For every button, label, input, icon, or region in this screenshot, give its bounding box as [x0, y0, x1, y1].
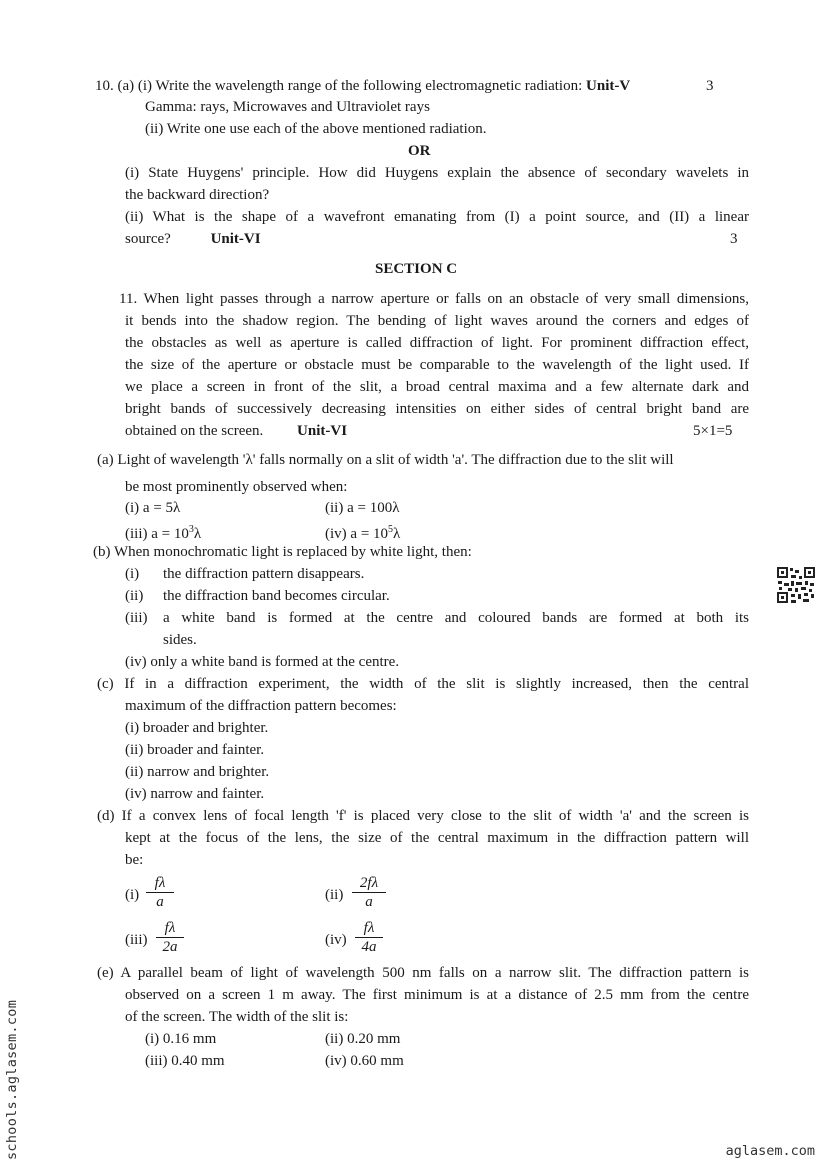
q10-marks-b: 3: [730, 231, 738, 247]
q10-line4: (i) State Huygens' principle. How did Huygens explain the absence of secondary wavelets in: [125, 165, 749, 181]
qb-option-2: the diffraction band becomes circular.: [163, 588, 390, 604]
qe-stem-line3: of the screen. The width of the slit is:: [125, 1009, 349, 1025]
side-watermark: schools.aglasem.com: [4, 999, 20, 1160]
q10-line1: 10. (a) (i) Write the wavelength range of the following electromagnetic radiation: Unit-V: [95, 78, 631, 94]
footer-watermark: aglasem.com: [725, 1143, 815, 1159]
qd-option-1-denominator: a: [156, 894, 164, 910]
section-c-heading: SECTION C: [375, 261, 458, 277]
qb-stem: (b) When monochromatic light is replaced by white light, then:: [93, 544, 472, 560]
qr-code-icon: [776, 566, 816, 604]
q10-line7: source? Unit-VI: [125, 231, 261, 247]
q10-line2: Gamma: rays, Microwaves and Ultraviolet rays: [145, 99, 430, 115]
qd-option-2-denominator: a: [365, 894, 373, 910]
qc-option-2: (ii) broader and fainter.: [125, 742, 265, 758]
q10-line6: (ii) What is the shape of a wavefront emanating from (I) a point source, and (II) a linear: [125, 209, 749, 225]
q10-line5: the backward direction?: [125, 187, 270, 203]
qa-stem-line2: be most prominently observed when:: [125, 479, 348, 495]
qc-option-1: (i) broader and brighter.: [125, 720, 269, 736]
qd-option-4-number: (iv): [325, 932, 347, 948]
qe-option-1: (i) 0.16 mm: [145, 1031, 217, 1047]
qd-option-2-numerator: 2fλ: [352, 874, 386, 893]
qc-stem-line2: maximum of the diffraction pattern becomes:: [125, 698, 397, 714]
qd-option-4-denominator: 4a: [361, 939, 377, 955]
qd-option-1-numerator: fλ: [146, 874, 174, 893]
q11-para-line4: the size of the aperture or obstacle must be comparable to the wavelength of the light used. If: [125, 357, 749, 373]
qd-option-2-fraction: [352, 874, 386, 911]
qa-stem-line1: (a) Light of wavelength 'λ' falls normally on a slit of width 'a'. The diffraction due to the slit will: [97, 452, 674, 468]
q11-para-line1: 11. When light passes through a narrow aperture or falls on an obstacle of very small dimensions,: [119, 291, 749, 307]
qd-option-3-fraction: [156, 919, 184, 956]
qe-option-4: (iv) 0.60 mm: [325, 1053, 404, 1069]
qb-option-3-line1: a white band is formed at the centre and coloured bands are formed at both its: [163, 610, 749, 626]
q11-para-line7: obtained on the screen. Unit-VI: [125, 423, 348, 439]
qd-stem-line1: (d) If a convex lens of focal length 'f' is placed very close to the slit of width 'a' and the screen is: [97, 808, 749, 824]
qd-option-1-number: (i): [125, 887, 140, 903]
q10-unit-vi: Unit-VI: [210, 231, 261, 247]
qd-option-3-numerator: fλ: [156, 919, 184, 938]
qb-option-3-number: (iii): [125, 610, 148, 626]
qc-option-3: (ii) narrow and brighter.: [125, 764, 270, 780]
q10-or: OR: [408, 143, 431, 159]
qd-option-1-fraction: [146, 874, 174, 911]
qb-option-4: (iv) only a white band is formed at the centre.: [125, 654, 400, 670]
q10-unit-v: Unit-V: [586, 78, 631, 94]
qd-option-2-number: (ii): [325, 887, 344, 903]
qb-option-1: the diffraction pattern disappears.: [163, 566, 365, 582]
q11-para-line5: we place a screen in front of the slit, a broad central maxima and a few alternate dark and: [125, 379, 749, 395]
qa-option-4: (iv) $a = 10^5\lambda$: [325, 524, 401, 542]
qc-stem-line1: (c) If in a diffraction experiment, the width of the slit is slightly increased, then the central: [97, 676, 749, 692]
qb-option-2-number: (ii): [125, 588, 144, 604]
q11-para-line2: it bends into the shadow region. The bending of light waves around the corners and edges of: [125, 313, 749, 329]
qe-option-2: (ii) 0.20 mm: [325, 1031, 401, 1047]
qe-stem-line2: observed on a screen 1 m away. The first minimum is at a distance of 2.5 mm from the centre: [125, 987, 749, 1003]
qa-option-1: (i) a = 5λ: [125, 500, 181, 516]
qd-option-3-number: (iii): [125, 932, 148, 948]
qc-option-4: (iv) narrow and fainter.: [125, 786, 265, 802]
qd-option-3-denominator: 2a: [162, 939, 178, 955]
qd-option-4-fraction: [355, 919, 383, 956]
q10-line3: (ii) Write one use each of the above mentioned radiation.: [145, 121, 487, 137]
q11-para-line3: the obstacles as well as aperture is called diffraction of light. For prominent diffraction effect,: [125, 335, 749, 351]
q11-para-line6: bright bands of successively decreasing intensities on either sides of central bright band are: [125, 401, 749, 417]
qd-option-4-numerator: fλ: [355, 919, 383, 938]
qb-option-3-line2: sides.: [163, 632, 197, 648]
qb-option-1-number: (i): [125, 566, 140, 582]
q11-marks: 5×1=5: [693, 423, 733, 439]
q10-marks-a: 3: [706, 78, 714, 94]
qd-stem-line3: be:: [125, 852, 144, 868]
qa-option-2: (ii) a = 100λ: [325, 500, 400, 516]
q11-unit: Unit-VI: [297, 423, 348, 439]
qd-stem-line2: kept at the focus of the lens, the size of the central maximum in the diffraction pattern will: [125, 830, 749, 846]
qe-stem-line1: (e) A parallel beam of light of wavelength 500 nm falls on a narrow slit. The diffraction pattern is: [97, 965, 749, 981]
qa-option-3: (iii) $a = 10^3\lambda$: [125, 524, 202, 542]
qe-option-3: (iii) 0.40 mm: [145, 1053, 225, 1069]
